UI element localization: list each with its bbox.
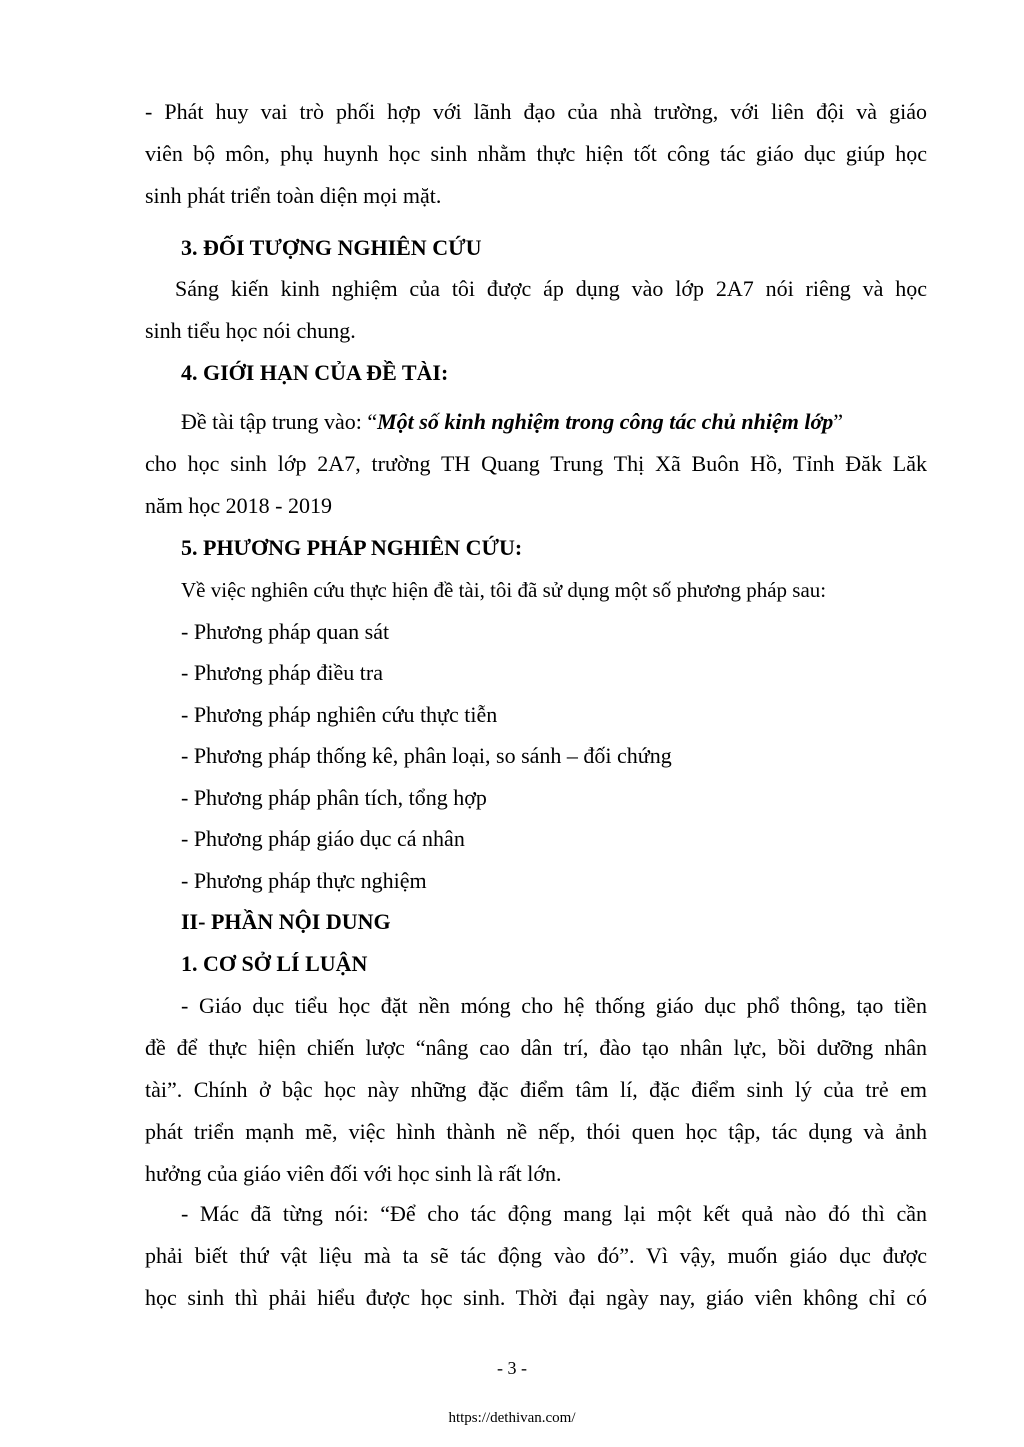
- basis-heading: 1. CƠ SỞ LÍ LUẬN: [181, 951, 368, 976]
- basis-p1-line-5: hưởng của giáo viên đối với học sinh là rất lớn.: [145, 1161, 562, 1186]
- method-item: - Phương pháp quan sát: [181, 619, 390, 644]
- section-5-heading: 5. PHƯƠNG PHÁP NGHIÊN CỨU:: [181, 535, 523, 560]
- intro-line-3: sinh phát triển toàn diện mọi mặt.: [145, 183, 442, 208]
- method-item: - Phương pháp thống kê, phân loại, so sánh – đối chứng: [181, 743, 672, 768]
- source-url[interactable]: https://dethivan.com/: [448, 1410, 576, 1426]
- method-item: - Phương pháp thực nghiệm: [181, 868, 427, 893]
- intro-line-2: viên bộ môn, phụ huynh học sinh nhằm thực hiện tốt công tác giáo dục giúp học: [145, 141, 927, 166]
- method-item: - Phương pháp nghiên cứu thực tiễn: [181, 702, 498, 727]
- section-5-intro: Về việc nghiên cứu thực hiện đề tài, tôi đã sử dụng một số phương pháp sau:: [181, 578, 827, 602]
- basis-p2-line-2: phải biết thứ vật liệu mà ta sẽ tác động vào đó”. Vì vậy, muốn giáo dục được: [145, 1243, 927, 1268]
- intro-line-1: - Phát huy vai trò phối hợp với lãnh đạo của nhà trường, với liên đội và giáo: [145, 99, 927, 124]
- method-item: - Phương pháp giáo dục cá nhân: [181, 826, 465, 851]
- basis-p1-line-4: phát triển mạnh mẽ, việc hình thành nề nếp, thói quen học tập, tác dụng và ảnh: [145, 1119, 927, 1144]
- part-2-heading: II- PHẦN NỘI DUNG: [181, 909, 391, 934]
- topic-title: Một số kinh nghiệm trong công tác chủ nhiệm lớp: [377, 409, 834, 434]
- section-3-line-2: sinh tiểu học nói chung.: [145, 318, 356, 343]
- basis-p1-line-3: tài”. Chính ở bậc học này những đặc điểm tâm lí, đặc điểm sinh lý của trẻ em: [145, 1077, 927, 1102]
- basis-p1-line-2: đề để thực hiện chiến lược “nâng cao dân trí, đào tạo nhân lực, bồi dưỡng nhân: [145, 1035, 927, 1060]
- basis-p2-line-3: học sinh thì phải hiểu được học sinh. Thời đại ngày nay, giáo viên không chỉ có: [145, 1285, 927, 1310]
- page-number: - 3 -: [497, 1358, 527, 1378]
- method-item: - Phương pháp điều tra: [181, 660, 383, 685]
- section-4-line-1-prefix: Đề tài tập trung vào: “: [181, 409, 378, 434]
- basis-p1-line-1: - Giáo dục tiểu học đặt nền móng cho hệ thống giáo dục phổ thông, tạo tiền: [181, 993, 927, 1018]
- section-4-line-3: năm học 2018 - 2019: [145, 493, 332, 518]
- section-4-line-1-suffix: ”: [833, 409, 844, 434]
- section-4-heading: 4. GIỚI HẠN CỦA ĐỀ TÀI:: [181, 360, 449, 385]
- method-item: - Phương pháp phân tích, tổng hợp: [181, 785, 487, 810]
- basis-p2-line-1: - Mác đã từng nói: “Để cho tác động mang lại một kết quả nào đó thì cần: [181, 1201, 927, 1226]
- section-3-line-1: Sáng kiến kinh nghiệm của tôi được áp dụng vào lớp 2A7 nói riêng và học: [175, 276, 927, 301]
- section-4-line-1: [181, 407, 927, 437]
- section-3-heading: 3. ĐỐI TƯỢNG NGHIÊN CỨU: [181, 235, 482, 260]
- section-4-line-2: cho học sinh lớp 2A7, trường TH Quang Trung Thị Xã Buôn Hồ, Tỉnh Đăk Lăk: [145, 451, 927, 476]
